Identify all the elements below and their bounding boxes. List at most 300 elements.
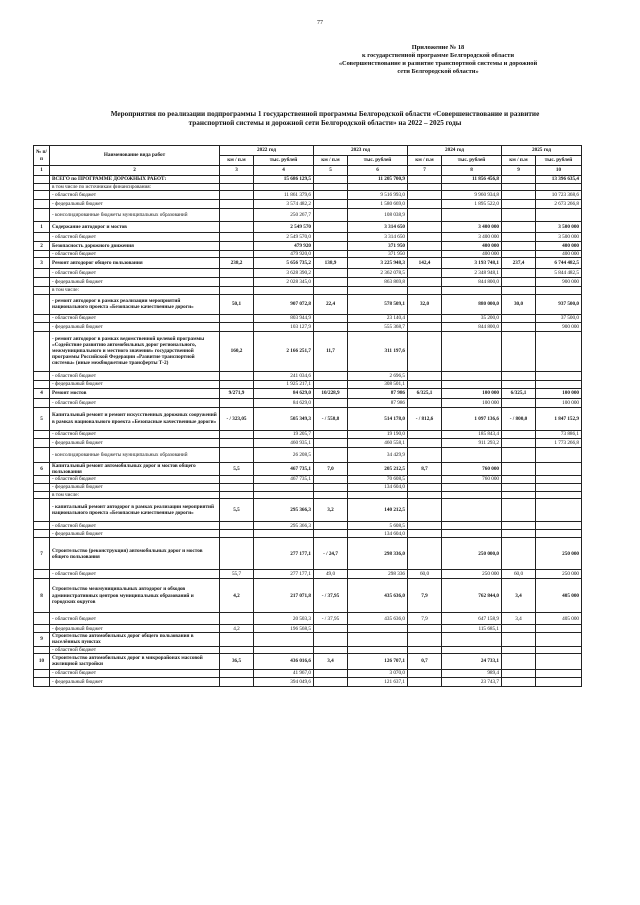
header-year: 2025 год — [502, 146, 582, 156]
km-cell: 3,2 — [314, 499, 348, 522]
km-cell — [220, 278, 254, 287]
header-year: 2022 год — [220, 146, 314, 156]
table-row — [34, 476, 582, 484]
km-cell — [314, 371, 348, 380]
km-cell — [502, 278, 536, 287]
rub-cell: 803 944,9 — [254, 314, 314, 322]
table-row — [34, 438, 582, 447]
km-cell — [314, 677, 348, 686]
table-row — [34, 242, 582, 251]
table-row — [34, 314, 582, 322]
rub-cell — [442, 492, 502, 499]
rub-cell — [536, 625, 582, 633]
km-cell — [408, 176, 442, 184]
row-name: Содержание автодорог и мостов — [50, 222, 220, 233]
km-cell — [220, 371, 254, 380]
km-cell — [314, 314, 348, 322]
row-number — [34, 646, 50, 653]
km-cell — [502, 184, 536, 191]
row-name: - областной бюджет — [50, 233, 220, 242]
row-number — [34, 322, 50, 331]
rub-cell — [254, 184, 314, 191]
table-row — [34, 407, 582, 430]
rub-cell: 26 208,5 — [254, 447, 314, 462]
rub-cell — [254, 484, 314, 492]
row-number — [34, 294, 50, 314]
table-row — [34, 233, 582, 242]
km-cell — [408, 331, 442, 371]
table-row — [34, 176, 582, 184]
km-cell — [220, 438, 254, 447]
km-cell — [314, 438, 348, 447]
appendix-line: «Совершенствование и развитие транспортной системы и дорожной — [338, 60, 538, 67]
km-cell — [220, 251, 254, 258]
rub-cell: 1 847 152,9 — [536, 407, 582, 430]
header-rub: тыс. рублей — [536, 156, 582, 166]
rub-cell: 863 869,8 — [348, 278, 408, 287]
rub-cell: 250 000 — [536, 570, 582, 579]
title-line: транспортной системы и дорожной сети Белгородской области» на 2022 – 2025 годы — [188, 119, 462, 127]
rub-cell: 2 362 078,5 — [348, 269, 408, 278]
rub-cell: 578 509,1 — [348, 294, 408, 314]
index-cell: 3 — [220, 166, 254, 176]
rub-cell — [442, 380, 502, 388]
rub-cell — [254, 287, 314, 294]
km-cell — [408, 625, 442, 633]
row-name: ВСЕГО по ПРОГРАММЕ ДОРОЖНЫХ РАБОТ: — [50, 176, 220, 184]
row-number: 9 — [34, 633, 50, 646]
row-number — [34, 269, 50, 278]
header-km: км / п.м — [408, 156, 442, 166]
table-row — [34, 484, 582, 492]
page-number: 77 — [317, 20, 323, 26]
km-cell — [502, 646, 536, 653]
km-cell — [220, 209, 254, 222]
km-cell — [314, 191, 348, 200]
rub-cell: 277 177,1 — [254, 570, 314, 579]
row-name: - федеральный бюджет — [50, 380, 220, 388]
row-name: - областной бюджет — [50, 570, 220, 579]
row-number: 2 — [34, 242, 50, 251]
rub-cell: 205 212,5 — [348, 462, 408, 475]
km-cell — [408, 209, 442, 222]
km-cell — [220, 287, 254, 294]
km-cell: 10/228,9 — [314, 388, 348, 398]
rub-cell: 400 000 — [536, 251, 582, 258]
rub-cell: 555 368,7 — [348, 322, 408, 331]
row-name: - ремонт автодорог в рамках реализации мероприятий национального проекта «Безопасные качественные дороги» — [50, 294, 220, 314]
row-number: 7 — [34, 538, 50, 570]
km-cell — [408, 669, 442, 677]
row-number — [34, 233, 50, 242]
rub-cell: 436 016,6 — [254, 653, 314, 669]
table-row — [34, 447, 582, 462]
row-number — [34, 184, 50, 191]
index-cell: 7 — [408, 166, 442, 176]
rub-cell — [536, 209, 582, 222]
km-cell — [314, 646, 348, 653]
km-cell — [314, 625, 348, 633]
rub-cell: 937 500,0 — [536, 294, 582, 314]
rub-cell — [442, 646, 502, 653]
row-number — [34, 669, 50, 677]
rub-cell — [254, 633, 314, 646]
km-cell: 9/271,9 — [220, 388, 254, 398]
km-cell — [314, 269, 348, 278]
row-name: в том числе: — [50, 492, 220, 499]
km-cell: 49,0 — [314, 570, 348, 579]
km-cell — [314, 176, 348, 184]
rub-cell: 23 140,4 — [348, 314, 408, 322]
rub-cell: 3 400 000 — [442, 233, 502, 242]
km-cell — [408, 322, 442, 331]
rub-cell: 435 636,0 — [348, 579, 408, 613]
rub-cell — [442, 633, 502, 646]
km-cell: 7,0 — [314, 462, 348, 475]
rub-cell: 460 935,1 — [254, 438, 314, 447]
rub-cell: 435 636,0 — [348, 613, 408, 625]
index-row — [34, 166, 582, 176]
rub-cell — [536, 184, 582, 191]
row-number — [34, 447, 50, 462]
rub-cell: 2 028 345,0 — [254, 278, 314, 287]
table-row — [34, 200, 582, 209]
table-row — [34, 380, 582, 388]
rub-cell: 11 205 700,9 — [348, 176, 408, 184]
rub-cell — [536, 499, 582, 522]
rub-cell: 3 225 948,3 — [348, 258, 408, 269]
km-cell: 6/325,1 — [408, 388, 442, 398]
km-cell: 3,4 — [502, 613, 536, 625]
header-km: км / п.м — [502, 156, 536, 166]
rub-cell: 185 843,4 — [442, 430, 502, 438]
rub-cell: 5 656 735,2 — [254, 258, 314, 269]
row-name: Строительство автомобильных дорог общего пользования в населённых пунктах — [50, 633, 220, 646]
rub-cell — [536, 522, 582, 530]
row-name: - капитальный ремонт автодорог в рамках реализации мероприятий национального проекта «Безопасные качественные дороги» — [50, 499, 220, 522]
table-row — [34, 633, 582, 646]
km-cell: 7,9 — [408, 613, 442, 625]
km-cell — [502, 538, 536, 570]
rub-cell — [536, 447, 582, 462]
km-cell: - / 812,6 — [408, 407, 442, 430]
km-cell — [220, 200, 254, 209]
rub-cell: 1 580 669,0 — [348, 200, 408, 209]
index-cell: 1 — [34, 166, 50, 176]
rub-cell: 405 000 — [536, 613, 582, 625]
km-cell: 5,5 — [220, 499, 254, 522]
km-cell — [314, 633, 348, 646]
index-cell: 4 — [254, 166, 314, 176]
rub-cell: 394 049,6 — [254, 677, 314, 686]
table-row — [34, 538, 582, 570]
rub-cell: 505 349,3 — [254, 407, 314, 430]
rub-cell: 647 158,9 — [442, 613, 502, 625]
rub-cell: 134 604,0 — [348, 530, 408, 538]
km-cell — [502, 476, 536, 484]
rub-cell — [442, 287, 502, 294]
rub-cell: 100 000 — [536, 398, 582, 407]
km-cell — [314, 251, 348, 258]
appendix-line: сети Белгородской области» — [397, 68, 479, 75]
rub-cell: 3 070,0 — [348, 669, 408, 677]
rub-cell: 880 000,0 — [442, 294, 502, 314]
table-row — [34, 388, 582, 398]
km-cell: 3,4 — [502, 579, 536, 613]
row-name: - областной бюджет — [50, 191, 220, 200]
km-cell — [502, 492, 536, 499]
km-cell — [502, 233, 536, 242]
row-name: - федеральный бюджет — [50, 625, 220, 633]
km-cell — [408, 476, 442, 484]
rub-cell: 1 925 217,1 — [254, 380, 314, 388]
km-cell — [502, 322, 536, 331]
km-cell: - / 800,0 — [502, 407, 536, 430]
table-row — [34, 462, 582, 475]
km-cell — [408, 251, 442, 258]
km-cell — [502, 242, 536, 251]
km-cell — [502, 398, 536, 407]
row-number — [34, 484, 50, 492]
km-cell: 5,5 — [220, 462, 254, 475]
km-cell — [502, 222, 536, 233]
rub-cell: 295 366,3 — [254, 499, 314, 522]
rub-cell: 2 549 570 — [254, 222, 314, 233]
row-number — [34, 492, 50, 499]
row-name: - федеральный бюджет — [50, 200, 220, 209]
rub-cell: 1 773 266,8 — [536, 438, 582, 447]
rub-cell: 84 629,0 — [254, 388, 314, 398]
km-cell — [408, 287, 442, 294]
row-number — [34, 331, 50, 371]
rub-cell: 100 000 — [442, 398, 502, 407]
km-cell — [502, 176, 536, 184]
km-cell — [408, 314, 442, 322]
km-cell — [220, 492, 254, 499]
km-cell — [220, 530, 254, 538]
rub-cell: 3 574 482,2 — [254, 200, 314, 209]
rub-cell: 900 000 — [536, 278, 582, 287]
rub-cell — [348, 633, 408, 646]
row-name: - федеральный бюджет — [50, 438, 220, 447]
rub-cell: 196 568,5 — [254, 625, 314, 633]
rub-cell: 400 000 — [442, 251, 502, 258]
km-cell — [502, 462, 536, 475]
row-name: - федеральный бюджет — [50, 484, 220, 492]
row-number — [34, 278, 50, 287]
km-cell: 142,4 — [408, 258, 442, 269]
km-cell — [314, 184, 348, 191]
km-cell — [220, 314, 254, 322]
rub-cell: 13 396 635,4 — [536, 176, 582, 184]
row-name: в том числе: — [50, 287, 220, 294]
rub-cell: 371 950 — [348, 251, 408, 258]
km-cell — [220, 222, 254, 233]
rub-cell: 3 314 650 — [348, 222, 408, 233]
rub-cell: 20 503,3 — [254, 613, 314, 625]
rub-cell: 10 723 368,6 — [536, 191, 582, 200]
km-cell — [220, 484, 254, 492]
rub-cell — [536, 653, 582, 669]
rub-cell — [254, 530, 314, 538]
km-cell — [220, 538, 254, 570]
rub-cell: 298 336,0 — [348, 538, 408, 570]
index-cell: 5 — [314, 166, 348, 176]
km-cell — [502, 200, 536, 209]
rub-cell: 989,4 — [442, 669, 502, 677]
rub-cell: 467 735,1 — [254, 476, 314, 484]
km-cell: 160,2 — [220, 331, 254, 371]
km-cell — [502, 191, 536, 200]
appendix-block — [318, 44, 558, 76]
rub-cell: 479 920,0 — [254, 251, 314, 258]
row-name: Ремонт мостов — [50, 388, 220, 398]
appendix-line: Приложение № 18 — [411, 44, 465, 51]
rub-cell: 250 267,7 — [254, 209, 314, 222]
rub-cell — [536, 646, 582, 653]
km-cell: 30,0 — [502, 294, 536, 314]
rub-cell: 2 166 251,7 — [254, 331, 314, 371]
km-cell — [502, 287, 536, 294]
km-cell — [314, 222, 348, 233]
km-cell: 237,4 — [502, 258, 536, 269]
km-cell — [314, 278, 348, 287]
km-cell — [408, 438, 442, 447]
km-cell — [502, 484, 536, 492]
header-row-years — [34, 146, 582, 156]
row-number — [34, 191, 50, 200]
km-cell — [220, 176, 254, 184]
km-cell — [502, 331, 536, 371]
km-cell — [314, 380, 348, 388]
rub-cell: 467 735,1 — [254, 462, 314, 475]
row-number: 3 — [34, 258, 50, 269]
row-name: - областной бюджет — [50, 430, 220, 438]
rub-cell: 70 608,5 — [348, 476, 408, 484]
km-cell — [314, 447, 348, 462]
km-cell — [314, 430, 348, 438]
rub-cell: 73 886,1 — [536, 430, 582, 438]
km-cell: 0,7 — [408, 653, 442, 669]
rub-cell: 760 000 — [442, 462, 502, 475]
rub-cell: 41 967,0 — [254, 669, 314, 677]
row-number — [34, 314, 50, 322]
km-cell — [220, 669, 254, 677]
index-cell: 6 — [348, 166, 408, 176]
km-cell: 138,9 — [314, 258, 348, 269]
row-name: Безопасность дорожного движения — [50, 242, 220, 251]
km-cell — [220, 191, 254, 200]
header-year: 2023 год — [314, 146, 408, 156]
appendix-line: к государственной программе Белгородской области — [361, 52, 515, 59]
rub-cell — [442, 499, 502, 522]
rub-cell: 121 637,1 — [348, 677, 408, 686]
km-cell — [408, 242, 442, 251]
works-table — [33, 145, 582, 687]
km-cell — [408, 522, 442, 530]
km-cell — [502, 251, 536, 258]
km-cell: - / 558,8 — [314, 407, 348, 430]
rub-cell: 311 197,6 — [348, 331, 408, 371]
rub-cell — [536, 371, 582, 380]
header-km: км / п.м — [220, 156, 254, 166]
row-number: 1 — [34, 222, 50, 233]
row-name: в том числе по источникам финансирования: — [50, 184, 220, 191]
row-number: 4 — [34, 388, 50, 398]
index-cell: 10 — [536, 166, 582, 176]
table-row — [34, 251, 582, 258]
row-number — [34, 530, 50, 538]
rub-cell: 24 733,1 — [442, 653, 502, 669]
rub-cell: 3 500 000 — [536, 222, 582, 233]
rub-cell — [536, 484, 582, 492]
km-cell — [408, 484, 442, 492]
km-cell — [220, 522, 254, 530]
km-cell — [408, 278, 442, 287]
km-cell — [314, 200, 348, 209]
rub-cell: 844 800,0 — [442, 322, 502, 331]
header-year: 2024 год — [408, 146, 502, 156]
rub-cell: 35 200,0 — [442, 314, 502, 322]
row-name: Ремонт автодорог общего пользования — [50, 258, 220, 269]
rub-cell — [536, 331, 582, 371]
km-cell — [408, 492, 442, 499]
km-cell: 60,0 — [408, 570, 442, 579]
rub-cell: 11 861 379,6 — [254, 191, 314, 200]
km-cell — [220, 447, 254, 462]
km-cell — [408, 530, 442, 538]
rub-cell — [536, 669, 582, 677]
km-cell — [502, 499, 536, 522]
table-row — [34, 258, 582, 269]
rub-cell: 405 000 — [536, 579, 582, 613]
km-cell — [314, 669, 348, 677]
km-cell — [314, 322, 348, 331]
km-cell — [502, 530, 536, 538]
rub-cell: 19 190,0 — [348, 430, 408, 438]
row-number — [34, 209, 50, 222]
rub-cell: 400 000 — [536, 242, 582, 251]
table-row — [34, 371, 582, 380]
row-name: - областной бюджет — [50, 613, 220, 625]
row-number — [34, 476, 50, 484]
km-cell: 11,7 — [314, 331, 348, 371]
row-name: - областной бюджет — [50, 646, 220, 653]
rub-cell: 907 072,8 — [254, 294, 314, 314]
rub-cell — [442, 484, 502, 492]
table-row — [34, 331, 582, 371]
rub-cell: 100 000 — [442, 388, 502, 398]
row-number — [34, 251, 50, 258]
km-cell: 3,4 — [314, 653, 348, 669]
row-name: - областной бюджет — [50, 371, 220, 380]
header-name: Наименование вида работ — [50, 146, 220, 166]
row-number — [34, 438, 50, 447]
document-title — [60, 110, 590, 128]
km-cell — [220, 233, 254, 242]
km-cell — [220, 184, 254, 191]
row-number — [34, 176, 50, 184]
km-cell — [220, 269, 254, 278]
km-cell — [408, 200, 442, 209]
table-row — [34, 625, 582, 633]
rub-cell: 9 960 934,8 — [442, 191, 502, 200]
km-cell — [502, 269, 536, 278]
rub-cell: 134 604,0 — [348, 484, 408, 492]
table-body — [34, 176, 582, 687]
rub-cell: 3 500 000 — [536, 233, 582, 242]
km-cell — [502, 633, 536, 646]
